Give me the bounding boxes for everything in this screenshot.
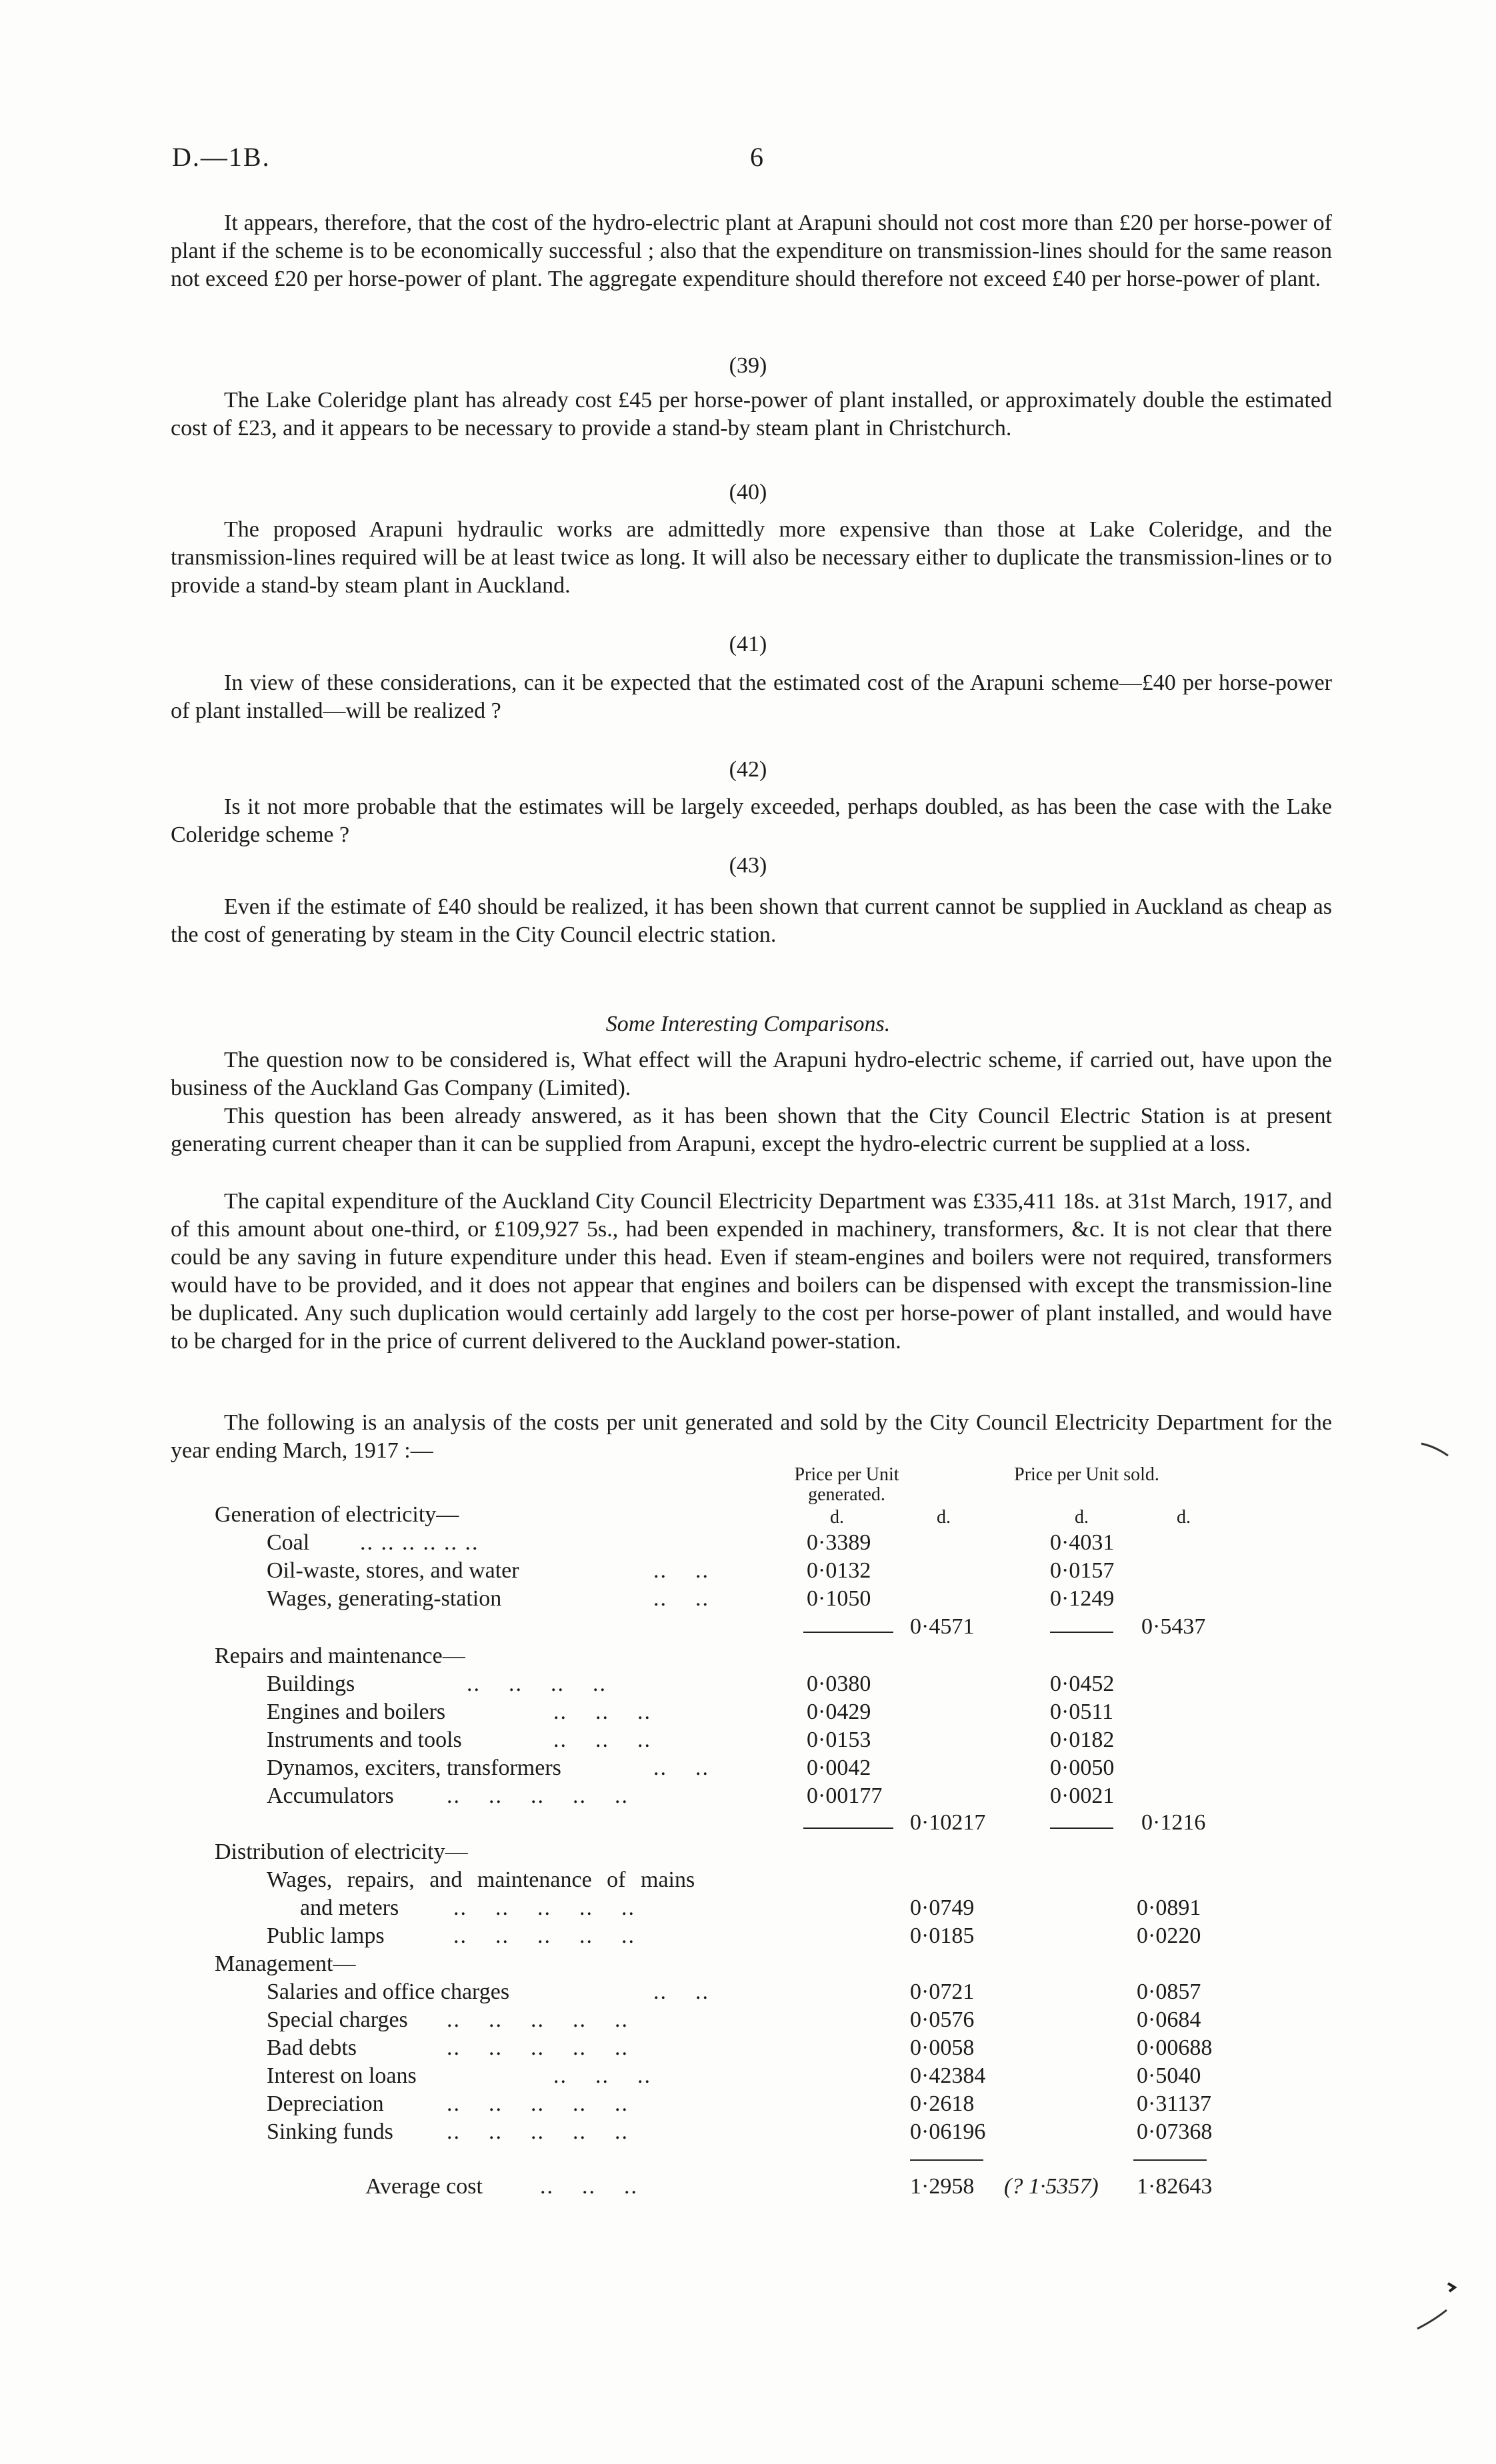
section-paragraph-1: The question now to be considered is, What effect will the Arapuni hydro-electric scheme, if carried out, have upon the business of the Auckland Gas Company (Limited). [171,1048,1332,1100]
value-generated: 0·0042 [807,1756,871,1780]
value-sold: 0·0050 [1050,1756,1115,1780]
leader-dots: .. .. .. .. .. [453,1895,635,1920]
value-sold: 0·0157 [1050,1558,1115,1583]
row-label: Interest on loans [267,2063,417,2088]
paragraph-40: The proposed Arapuni hydraulic works are admittedly more expensive than those at Lake Coleridge, and the transmission-lines required will be at least twice as long. It will also be necessary either to duplicate the transmission-lines or to provide a stand-by steam plant in Auckland. [171,517,1332,598]
value-generated: 0·0721 [910,1979,975,2004]
value-sold: 0·1249 [1050,1586,1115,1611]
leader-dots: .. .. .. [540,2174,638,2199]
row-label: Coal [267,1530,310,1555]
value-sold: 0·5040 [1137,2063,1201,2088]
row-label: Special charges [267,2007,408,2032]
paragraph-41: In view of these considerations, can it be expected that the estimated cost of the Arapuni scheme—£40 per horse-power of plant installed—will be realized ? [171,670,1332,723]
unit-label: d. [1177,1507,1191,1528]
leader-dots: .. .. .. .. .. [447,2035,629,2060]
leader-dots: .. .. .. [553,1728,651,1752]
leader-dots: .. .. .. .. .. [453,1923,635,1948]
total-rule [910,2159,983,2161]
section-paragraph-4: The following is an analysis of the costs per unit generated and sold by the City Council Electricity Department for the year ending March, 1917 :— [171,1410,1332,1463]
paragraph-43: Even if the estimate of £40 should be realized, it has been shown that current cannot be supplied in Auckland as cheap as the cost of generating by steam in the City Council electric station. [171,894,1332,947]
leader-dots: .. .. .. .. .. [447,2091,629,2116]
value-sold: 0·0452 [1050,1672,1115,1696]
subtotal-rule [1050,1828,1113,1829]
leader-dots: .. .. .. .. .. [447,1784,629,1808]
margin-mark-icon [1419,1440,1452,1460]
group-title: Repairs and maintenance— [215,1644,465,1668]
row-label: and meters [300,1895,399,1920]
row-label: Oil-waste, stores, and water [267,1558,519,1583]
leader-dots: .. .. [653,1586,709,1611]
value-generated: 0·0380 [807,1672,871,1696]
value-sold: 0·0021 [1050,1784,1115,1808]
average-cost-note: (? 1·5357) [1004,2174,1099,2199]
value-sold: 0·31137 [1137,2091,1212,2116]
average-cost-label: Average cost [365,2174,483,2199]
row-label: Buildings [267,1672,355,1696]
value-sold: 0·0891 [1137,1895,1201,1920]
value-generated: 0·42384 [910,2063,986,2088]
intro-paragraph: It appears, therefore, that the cost of the hydro-electric plant at Arapuni should not cost more than £20 per horse-power of plant if the scheme is to be economically successful ; also that the expenditure on transmission-lines should for the same reason not exceed £20 per horse-power of plant. The aggregate expenditure should therefore not exceed £40 per horse-power of plant. [171,211,1332,291]
paragraph-number-41: (41) [729,632,767,656]
column-header-sold: Price per Unit sold. [1014,1464,1159,1485]
subtotal-sold: 0·1216 [1141,1810,1206,1835]
document-reference: D.—1B. [172,142,271,172]
row-label: Sinking funds [267,2119,393,2144]
leader-dots: .. .. .. [553,1700,651,1724]
average-cost-sold: 1·82643 [1137,2174,1213,2199]
paragraph-number-39: (39) [729,353,767,378]
row-label: Bad debts [267,2035,357,2060]
leader-dots: .. .. .. .. .. [447,2119,629,2144]
paragraph-42: Is it not more probable that the estimates will be largely exceeded, perhaps doubled, as has been the case with the Lake Coleridge scheme ? [171,794,1332,847]
row-label: Engines and boilers [267,1700,446,1724]
value-generated: 0·06196 [910,2119,986,2144]
row-label: Dynamos, exciters, transformers [267,1756,561,1780]
value-generated: 0·0749 [910,1895,975,1920]
paragraph-39: The Lake Coleridge plant has already cost £45 per horse-power of plant installed, or approximately double the estimated cost of £23, and it appears to be necessary to provide a stand-by steam plant in Christchurch. [171,388,1332,441]
value-generated: 0·0185 [910,1923,975,1948]
row-label: Public lamps [267,1923,385,1948]
leader-dots: .. .. .. .. .. .. [360,1530,479,1555]
value-generated: 0·1050 [807,1586,871,1611]
section-paragraph-2: This question has been already answered, as it has been shown that the City Council Electric Station is at present generating current cheaper than it can be supplied from Arapuni, except the hydro-electric current be supplied at a loss. [171,1104,1332,1156]
leader-dots: .. .. .. [553,2063,651,2088]
group-title: Distribution of electricity— [215,1840,468,1864]
group-title: Management— [215,1951,356,1976]
leader-dots: .. .. [653,1979,709,2004]
value-sold: 0·0511 [1050,1700,1114,1724]
margin-mark-icon [1413,2279,1460,2333]
value-generated: 0·0576 [910,2007,975,2032]
row-label: Accumulators [267,1784,394,1808]
value-generated: 0·00177 [807,1784,883,1808]
section-paragraph-3: The capital expenditure of the Auckland City Council Electricity Department was £335,411 18s. at 31st March, 1917, and of this amount about one-third, or £109,927 5s., had been expended in machinery, transformers, &c. It is not clear that there could be any saving in future expenditure under this head. Even if steam-engines and boilers were not required, transformers would have to be provided, and it does not appear that engines and boilers can be dispensed with except the transmission-line be duplicated. Any such duplication would certainly add largely to the cost per horse-power of plant installed, and would have to be charged for in the price of current delivered to the Auckland power-station. [171,1189,1332,1354]
column-header-generated: Price per Unit generated. [794,1464,899,1505]
subtotal-rule [803,1828,893,1829]
section-heading: Some Interesting Comparisons. [605,1012,891,1036]
group-title: Generation of electricity— [215,1502,459,1527]
value-sold: 0·4031 [1050,1530,1115,1555]
paragraph-number-40: (40) [729,480,767,505]
subtotal-rule [1050,1632,1113,1633]
value-sold: 0·00688 [1137,2035,1213,2060]
unit-label: d. [937,1507,951,1528]
row-label: Instruments and tools [267,1728,462,1752]
value-sold: 0·0857 [1137,1979,1201,2004]
row-label: Salaries and office charges [267,1979,510,2004]
row-label: Depreciation [267,2091,384,2116]
value-sold: 0·0684 [1137,2007,1201,2032]
row-label: Wages, generating-station [267,1586,502,1611]
page-number: 6 [750,142,763,172]
total-rule [1133,2159,1207,2161]
unit-label: d. [1075,1507,1089,1528]
paragraph-number-43: (43) [729,853,767,878]
row-label: Wages, repairs, and maintenance of mains [267,1867,695,1892]
value-sold: 0·0220 [1137,1923,1201,1948]
subtotal-rule [803,1632,893,1633]
value-sold: 0·07368 [1137,2119,1213,2144]
value-generated: 0·2618 [910,2091,975,2116]
value-sold: 0·0182 [1050,1728,1115,1752]
paragraph-number-42: (42) [729,757,767,782]
leader-dots: .. .. .. .. [467,1672,607,1696]
value-generated: 0·0429 [807,1700,871,1724]
average-cost-generated: 1·2958 [910,2174,975,2199]
leader-dots: .. .. .. .. .. [447,2007,629,2032]
value-generated: 0·0153 [807,1728,871,1752]
value-generated: 0·0132 [807,1558,871,1583]
unit-label: d. [830,1507,844,1528]
value-generated: 0·0058 [910,2035,975,2060]
subtotal-generated: 0·10217 [910,1810,986,1835]
subtotal-sold: 0·5437 [1141,1614,1206,1639]
subtotal-generated: 0·4571 [910,1614,975,1639]
leader-dots: .. .. [653,1756,709,1780]
leader-dots: .. .. [653,1558,709,1583]
value-generated: 0·3389 [807,1530,871,1555]
